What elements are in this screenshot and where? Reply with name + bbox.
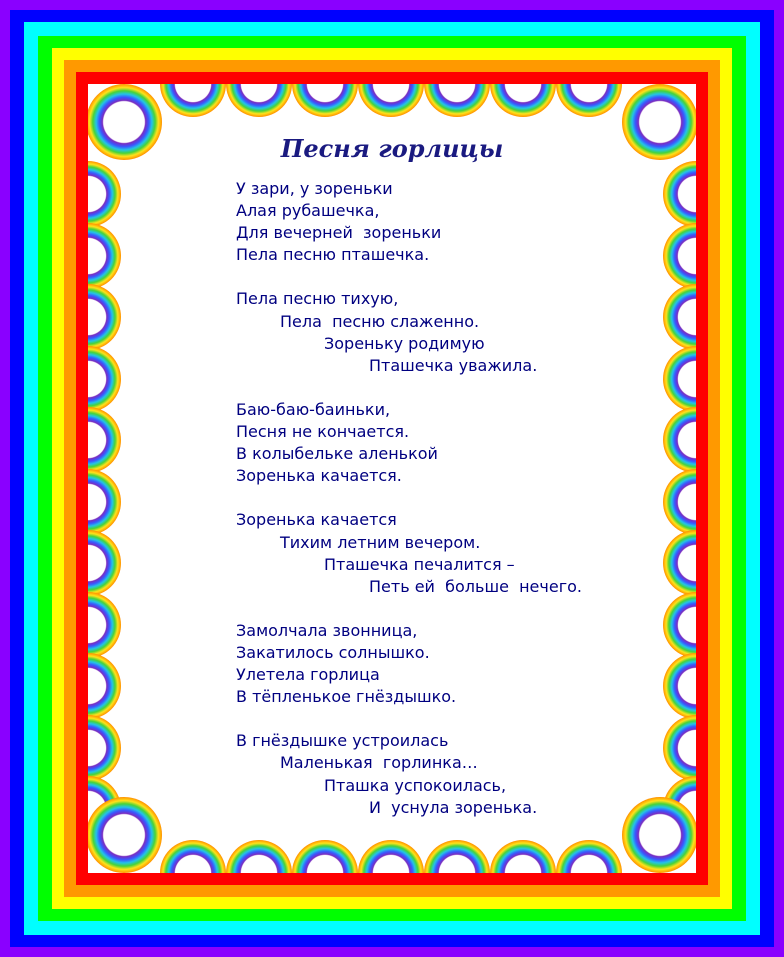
border-ring-icon <box>358 84 424 117</box>
poem-line: И уснула зоренька. <box>369 797 538 817</box>
border-ring-icon <box>663 653 696 719</box>
border-ring-icon <box>556 84 622 117</box>
border-ring-icon <box>490 84 556 117</box>
border-ring-icon <box>663 715 696 781</box>
border-ring-icon <box>424 840 490 873</box>
border-ring-icon <box>88 284 121 350</box>
border-ring-icon <box>663 530 696 596</box>
border-ring-icon <box>358 840 424 873</box>
corner-ring-icon <box>622 797 696 873</box>
poem <box>236 178 582 819</box>
border-ring-icon <box>663 469 696 535</box>
poem-line: Маленькая горлинка… <box>280 753 478 773</box>
poem-line: Пела песню тихую, <box>236 289 399 309</box>
poem-line: В колыбельке аленькой <box>236 444 438 464</box>
poem-line: У зари, у зореньки <box>236 179 393 198</box>
border-ring-icon <box>160 84 226 117</box>
border-ring-icon <box>88 161 121 227</box>
border-ring-icon <box>292 840 358 873</box>
poem-line: Баю-баю-баиньки, <box>236 399 391 419</box>
stanza-gap <box>236 266 582 288</box>
border-ring-icon <box>226 840 292 873</box>
poem-line: Песня не кончается. <box>236 422 410 442</box>
border-ring-icon <box>88 346 121 412</box>
poem-line: Закатилось солнышко. <box>236 642 430 662</box>
border-ring-icon <box>226 84 292 117</box>
border-ring-icon <box>88 407 121 473</box>
poem-line: Зоренька качается. <box>236 466 402 486</box>
poem-line: Для вечерней зореньки <box>236 223 442 243</box>
poem-line: Зоренька качается <box>236 510 397 530</box>
poem-line: Пела песню пташечка. <box>236 245 430 265</box>
stanza-gap <box>236 487 582 509</box>
border-ring-icon <box>663 592 696 658</box>
poem-line: Замолчала звонница, <box>236 620 418 640</box>
poem-line: Пташка успокоилась, <box>324 775 507 795</box>
border-ring-icon <box>160 840 226 873</box>
border-ring-icon <box>663 284 696 350</box>
poem-line: Зореньку родимую <box>324 333 485 353</box>
border-ring-icon <box>88 715 121 781</box>
poem-line: Пташечка печалится – <box>324 554 515 574</box>
poem-line: В гнёздышке устроилась <box>236 731 449 751</box>
border-ring-icon <box>88 469 121 535</box>
poem-line: Пела песню слаженно. <box>280 311 480 331</box>
border-ring-icon <box>663 223 696 289</box>
poem-line: Тихим летним вечером. <box>280 532 481 552</box>
border-ring-icon <box>424 84 490 117</box>
border-ring-icon <box>88 223 121 289</box>
poem-line: В тёпленькое гнёздышко. <box>236 687 457 707</box>
border-ring-icon <box>490 840 556 873</box>
border-ring-icon <box>88 592 121 658</box>
border-ring-icon <box>88 653 121 719</box>
corner-ring-icon <box>88 797 162 873</box>
poem-line: Улетела горлица <box>236 665 380 685</box>
border-ring-icon <box>663 407 696 473</box>
border-ring-icon <box>88 530 121 596</box>
poem-line: Петь ей больше нечего. <box>369 576 582 596</box>
stanza-gap <box>236 708 582 730</box>
border-ring-icon <box>292 84 358 117</box>
stanza-gap <box>236 377 582 399</box>
border-ring-icon <box>663 161 696 227</box>
poem-line: Алая рубашечка, <box>236 201 380 221</box>
poem-line: Пташечка уважила. <box>369 355 538 375</box>
stanza-gap <box>236 598 582 620</box>
border-ring-icon <box>556 840 622 873</box>
border-ring-icon <box>663 346 696 412</box>
page-title: Песня горлицы <box>280 134 504 163</box>
